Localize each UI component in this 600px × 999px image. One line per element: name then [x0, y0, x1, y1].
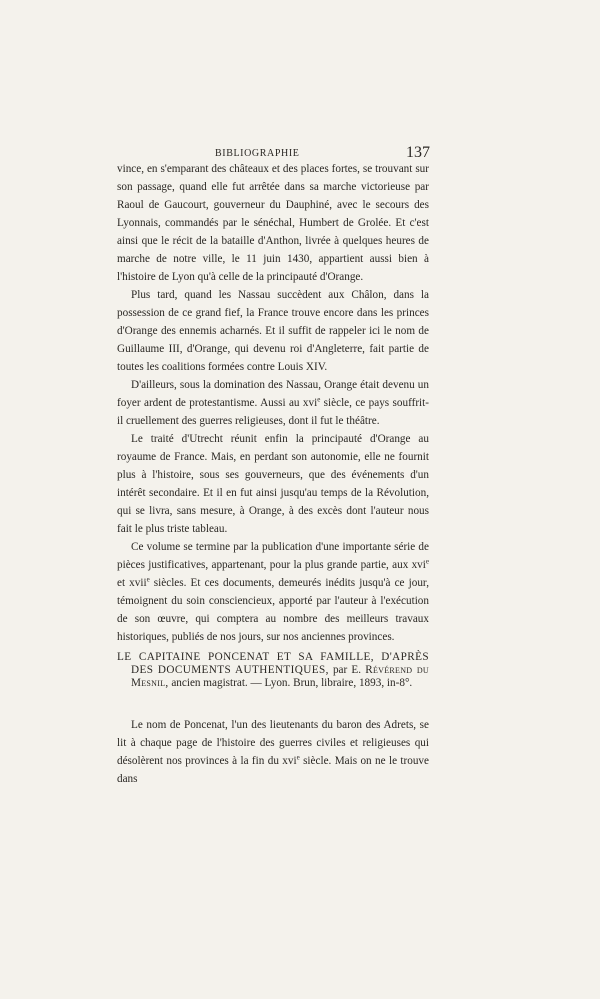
text-run: Le nom de Poncenat, l'un des lieutenants du baron des Adrets, se lit à chaque page de l'histoire des guerres civiles et religieuses qui désolèrent nos provinces à la fin du xvi	[117, 719, 429, 767]
superscript: e	[146, 575, 150, 584]
superscript: e	[425, 557, 429, 566]
paragraph: vince, en s'emparant des châteaux et des places fortes, se trouvant sur son passage, quand elle fut arrêtée dans sa marche victorieuse par Raoul de Gaucourt, gouverneur du Dauphiné, avec le secours des Lyonnais, commandés par le sénéchal, Humbert de Grolée. Et c'est ainsi que le récit de la bataille d'Anthon, livrée à quelques heures de marche de notre ville, le 11 juin 1430, appartient aussi bien à l'histoire de Lyon qu'à celle de la principauté d'Orange.	[117, 163, 429, 283]
page-number: 137	[406, 144, 430, 161]
paragraph	[117, 716, 429, 788]
running-title: BIBLIOGRAPHIE	[215, 148, 300, 159]
superscript: e	[317, 395, 321, 404]
review-text	[117, 716, 429, 788]
text-run: et xvii	[117, 577, 147, 589]
paragraph: Plus tard, quand les Nassau succèdent aux Châlon, dans la possession de ce grand fief, la France trouve encore dans les princes d'Orange des ennemis acharnés. Et il suffit de rappeler ici le nom de Guillaume III, d'Orange, qui devenu roi d'Angleterre, fait partie de toutes les coalitions formées contre Louis XIV.	[117, 289, 429, 373]
main-text	[117, 160, 429, 646]
text-run: siècle. Mais on ne le trouve dans	[117, 755, 429, 785]
bibliographic-entry	[117, 651, 429, 690]
reference-author: Révérend du Mesnil,	[131, 664, 429, 689]
reference-citation	[117, 651, 429, 690]
paragraph	[117, 538, 429, 646]
reference-title: LE CAPITAINE PONCENAT ET SA FAMILLE, D'APRÈS DES DOCUMENTS AUTHENTIQUES,	[117, 651, 429, 676]
superscript: e	[296, 753, 300, 762]
paragraph: Le traité d'Utrecht réunit enfin la principauté d'Orange au royaume de France. Mais, en perdant son autonomie, elle ne fournit plus à l'histoire, sous ses gouverneurs, que des événements d'un intérêt secondaire. Et il en fut ainsi jusqu'au temps de la Révolution, qui se livra, sans mesure, à Orange, à des excès dont l'auteur nous fait le plus triste tableau.	[117, 433, 429, 535]
reference-by: par E.	[328, 664, 366, 676]
reference-details: ancien magistrat. — Lyon. Brun, libraire, 1893, in-8°.	[168, 677, 413, 689]
text-run: siècles. Et ces documents, demeurés inédits jusqu'à ce jour, témoignent du soin consciencieux, apporté par l'auteur à l'exécution de son œuvre, qui comptera au nombre des meilleurs travaux historiques, publiés de nos jours, sur nos anciennes provinces.	[117, 577, 429, 643]
text-run: D'ailleurs, sous la domination des Nassau, Orange était devenu un foyer ardent de protestantisme. Aussi au xvi	[117, 379, 429, 409]
text-run: Ce volume se termine par la publication d'une importante série de pièces justificatives, appartenant, pour la plus grande partie, aux xvi	[117, 541, 429, 571]
text-run: siècle, ce pays souffrit-il cruellement des guerres religieuses, dont il fut le théâtre.	[117, 397, 429, 427]
paragraph	[117, 376, 429, 430]
